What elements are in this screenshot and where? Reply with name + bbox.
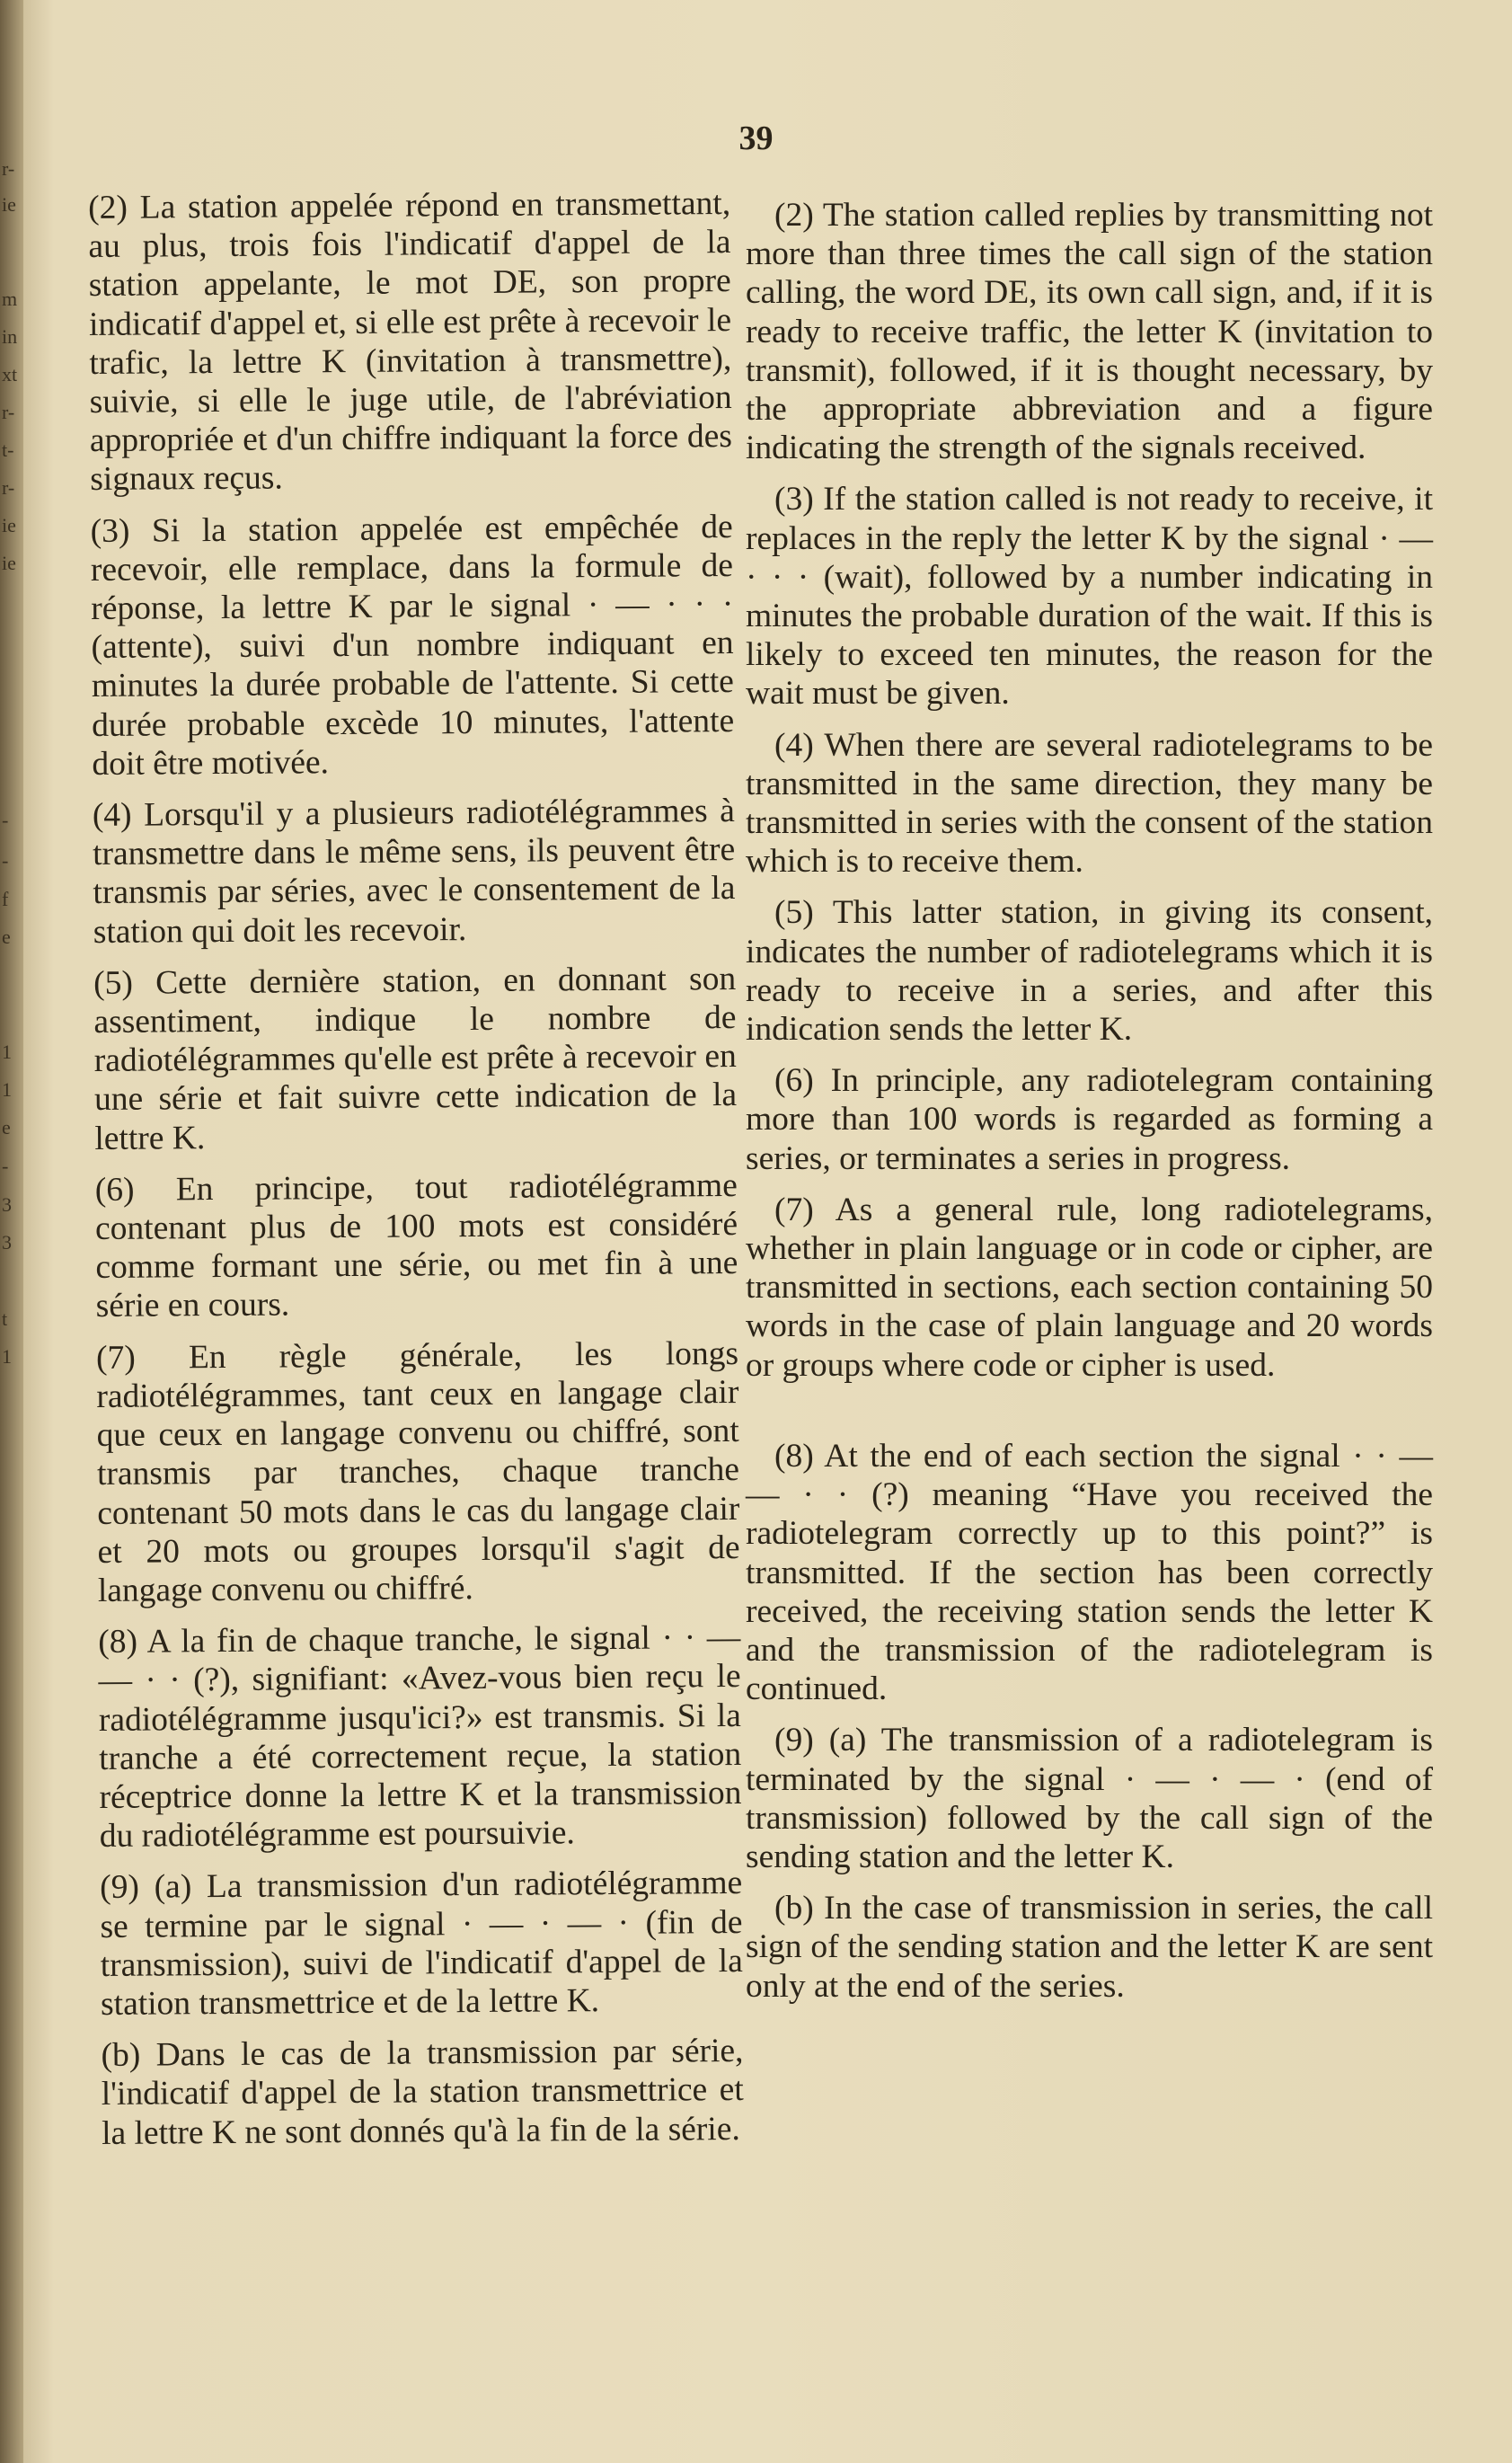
gutter-fragment: - [2, 849, 9, 872]
english-paragraph-8: (8) At the end of each section the signal · · — — · · (?) meaning “Have you received the radiotelegram correctly up to this point?” is transmitted. If the section has been correctly received, the receiving station sends the letter K and the transmission of the radiotelegram is continued. [746, 1437, 1433, 1708]
gutter-fragment: in [2, 325, 18, 348]
english-paragraph-7: (7) As a general rule, long radiotelegrams, whether in plain language or in code or cipher, are transmitted in sections, each section containing 50 words in the case of plain language and 20 words or groups where code or cipher is used. [746, 1191, 1433, 1384]
gutter-fragment: - [2, 809, 9, 831]
english-paragraph-9a: (9) (a) The transmission of a radiotelegram is terminated by the signal · — · — · (end of transmission) followed by the call sign of the sending station and the letter K. [746, 1722, 1433, 1875]
french-paragraph-7: (7) En règle générale, les longs radiotélégrammes, tant ceux en langage clair que ceux en langage convenu ou chiffré, sont transmis par tranches, chaque tranche contenant 50 mots dans le cas du langage clair et 20 mots ou groupes lorsqu'il s'agit de langage convenu ou chiffré. [95, 1334, 740, 1609]
gutter-fragment: e [2, 926, 11, 948]
gutter-fragment: - [2, 1155, 9, 1177]
gutter-fragment: r- [2, 401, 15, 423]
french-paragraph-9b: (b) Dans le cas de la transmission par série, l'indicatif d'appel de la station transmettrice et la lettre K ne sont donnés qu'à la fin de la série. [101, 2033, 744, 2152]
book-gutter [0, 0, 23, 2463]
french-column [88, 184, 746, 2435]
gutter-fragment: 1 [2, 1078, 12, 1101]
english-paragraph-3: (3) If the station called is not ready to receive, it replaces in the reply the letter K by the signal · — · · · (wait), followed by a number indicating in minutes the probable duration of the wait. If this is likely to exceed ten minutes, the reason for the wait must be given. [746, 481, 1433, 713]
english-paragraph-2: (2) The station called replies by transmitting not more than three times the call sign of the station calling, the word DE, its own call sign, and, if it is ready to receive traffic, the letter K (invitation to transmit), followed, if it is thought necessary, by the appropriate abbreviation and a figure indicating the strength of the signals received. [746, 197, 1433, 467]
french-paragraph-8: (8) A la fin de chaque tranche, le signal · · — — · · (?), signifiant: «Avez-vous bien reçu le radiotélégramme jusqu'ici?» est transmis. Si la tranche a été correctement reçue, la station réceptrice donne la lettre K et la transmission du radiotélégramme est poursuivie. [98, 1619, 742, 1856]
french-paragraph-9a: (9) (a) La transmission d'un radiotélégramme se termine par le signal · — · — · (fin de transmission), suivi de l'indicatif d'appel de la station transmettrice et de la lettre K. [100, 1865, 743, 2023]
gutter-fragment: xt [2, 363, 18, 385]
gutter-fragment: ie [2, 552, 16, 574]
gutter-fragment: 1 [2, 1345, 12, 1368]
gutter-fragment: e [2, 1116, 11, 1138]
gutter-fragment: f [2, 888, 9, 910]
english-paragraph-6: (6) In principle, any radiotelegram containing more than 100 words is regarded as forming a series, or terminates a series in progress. [746, 1062, 1433, 1177]
french-paragraph-6: (6) En principe, tout radiotélégramme contenant plus de 100 mots est considéré comme formant une série, ou met fin à une série en cours. [94, 1166, 738, 1325]
french-paragraph-2: (2) La station appelée répond en transmettant, au plus, trois fois l'indicatif d'appel de la station appelante, le mot DE, son propre indicatif d'appel et, si elle est prête à recevoir le trafic, la lettre K (invitation à transmettre), suivie, si elle le juge utile, de l'abréviation appropriée et d'un chiffre indiquant la force des signaux reçus. [88, 185, 733, 499]
gutter-fragment: ie [2, 514, 16, 536]
gutter-fragment: 3 [2, 1193, 12, 1216]
paragraph-spacer [746, 1397, 1433, 1437]
english-paragraph-4: (4) When there are several radiotelegrams to be transmitted in the same direction, they many be transmitted in series with the consent of the station which is to receive them. [746, 726, 1433, 881]
english-paragraph-9b: (b) In the case of transmission in series, the call sign of the sending station and the letter K are sent only at the end of the series. [746, 1890, 1433, 2005]
french-paragraph-4: (4) Lorsqu'il y a plusieurs radiotélégrammes à transmettre dans le même sens, ils peuvent être transmis par séries, avec le consentement de la station qui doit les recevoir. [92, 793, 736, 951]
gutter-fragment: r- [2, 476, 15, 499]
gutter-fragment: 1 [2, 1041, 12, 1063]
english-paragraph-5: (5) This latter station, in giving its consent, indicates the number of radiotelegrams which it is ready to receive in a series, and after this indication sends the letter K. [746, 894, 1433, 1049]
english-column [746, 196, 1433, 2442]
page-number: 39 [738, 120, 774, 157]
gutter-fragment: r- [2, 157, 15, 180]
gutter-fragment: t [2, 1307, 8, 1330]
french-paragraph-5: (5) Cette dernière station, en donnant son assentiment, indique le nombre de radiotélégrammes qu'elle est prête à recevoir en une série et fait suivre cette indication de la lettre K. [93, 960, 738, 1157]
gutter-fragment: m [2, 288, 18, 310]
gutter-fragment: ie [2, 193, 16, 216]
gutter-fragment: 3 [2, 1231, 12, 1254]
french-paragraph-3: (3) Si la station appelée est empêchée de recevoir, elle remplace, dans la formule de réponse, la lettre K par le signal · — · · · (attente), suivi d'un nombre indiquant en minutes la durée probable de l'attente. Si cette durée probable excède 10 minutes, l'attente doit être motivée. [90, 508, 735, 783]
gutter-fragment: t- [2, 439, 14, 461]
